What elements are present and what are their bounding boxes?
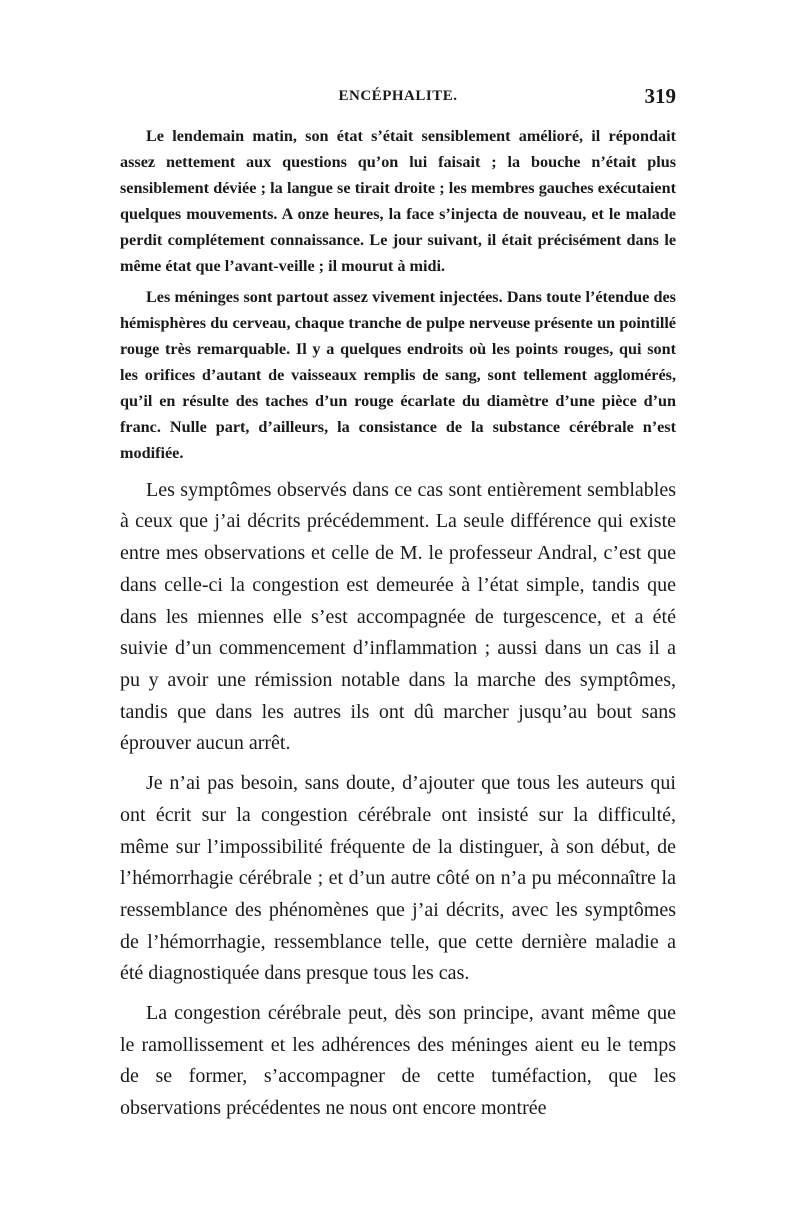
paragraph-authors-discussion: Je n’ai pas besoin, sans doute, d’ajouter que tous les auteurs qui ont écrit sur la congestion cérébrale ont insisté sur la difficulté, même sur l’impossibilité fréquente de la distinguer, à son début, de l’hémorrhagie cérébrale ; et d’un autre côté on n’a pu méconnaître la ressemblance des phénomènes que j’ai décrits, avec les symptômes de l’hémorrhagie, ressemblance telle, que cette dernière maladie a été diagnostiquée dans presque tous les cas.: [120, 772, 676, 985]
paragraph-symptoms-discussion: Les symptômes observés dans ce cas sont entièrement semblables à ceux que j’ai décrits précédemment. La seule différence qui existe entre mes observations et celle de M. le professeur Andral, c’est que dans celle-ci la congestion est demeurée à l’état simple, tandis que dans les miennes elle s’est accompagnée de turgescence, et a été suivie d’un commencement d’inflammation ; aussi dans un cas il a pu y avoir une rémission notable dans la marche des symptômes, tandis que dans les autres ils ont dû marcher jusqu’au bout sans éprouver aucun arrêt.: [120, 478, 676, 755]
page-number: 319: [644, 84, 676, 108]
paragraph-autopsy: Les méninges sont partout assez vivement injectées. Dans toute l’étendue des hémisphères du cerveau, chaque tranche de pulpe nerveuse présente un pointillé rouge très remarquable. Il y a quelques endroits où les points rouges, qui sont les orifices d’autant de vaisseaux remplis de sang, sont tellement agglomérés, qu’il en résulte des taches d’un rouge écarlate du diamètre d’une pièce d’un franc. Nulle part, d’ailleurs, la consistance de la substance cérébrale n’est modifiée.: [120, 288, 676, 462]
paragraph-case-continuation: Le lendemain matin, son état s’était sensiblement amélioré, il répondait assez nettement aux questions qu’on lui faisait ; la bouche n’était plus sensiblement déviée ; la langue se tirait droite ; les membres gauches exécutaient quelques mouvements. A onze heures, la face s’injecta de nouveau, et le malade perdit complétement connaissance. Le jour suivant, il était précisément dans le même état que l’avant-veille ; il mourut à midi.: [120, 127, 676, 275]
page-body: [120, 124, 676, 1125]
running-title: ENCÉPHALITE.: [338, 88, 458, 104]
paragraph-congestion-principle: La congestion cérébrale peut, dès son principe, avant même que le ramollissement et les adhérences des méninges aient eu le temps de se former, s’accompagner de cette tuméfaction, que les observations précédentes ne nous ont encore montrée: [120, 1002, 676, 1120]
page-header: [120, 84, 676, 118]
